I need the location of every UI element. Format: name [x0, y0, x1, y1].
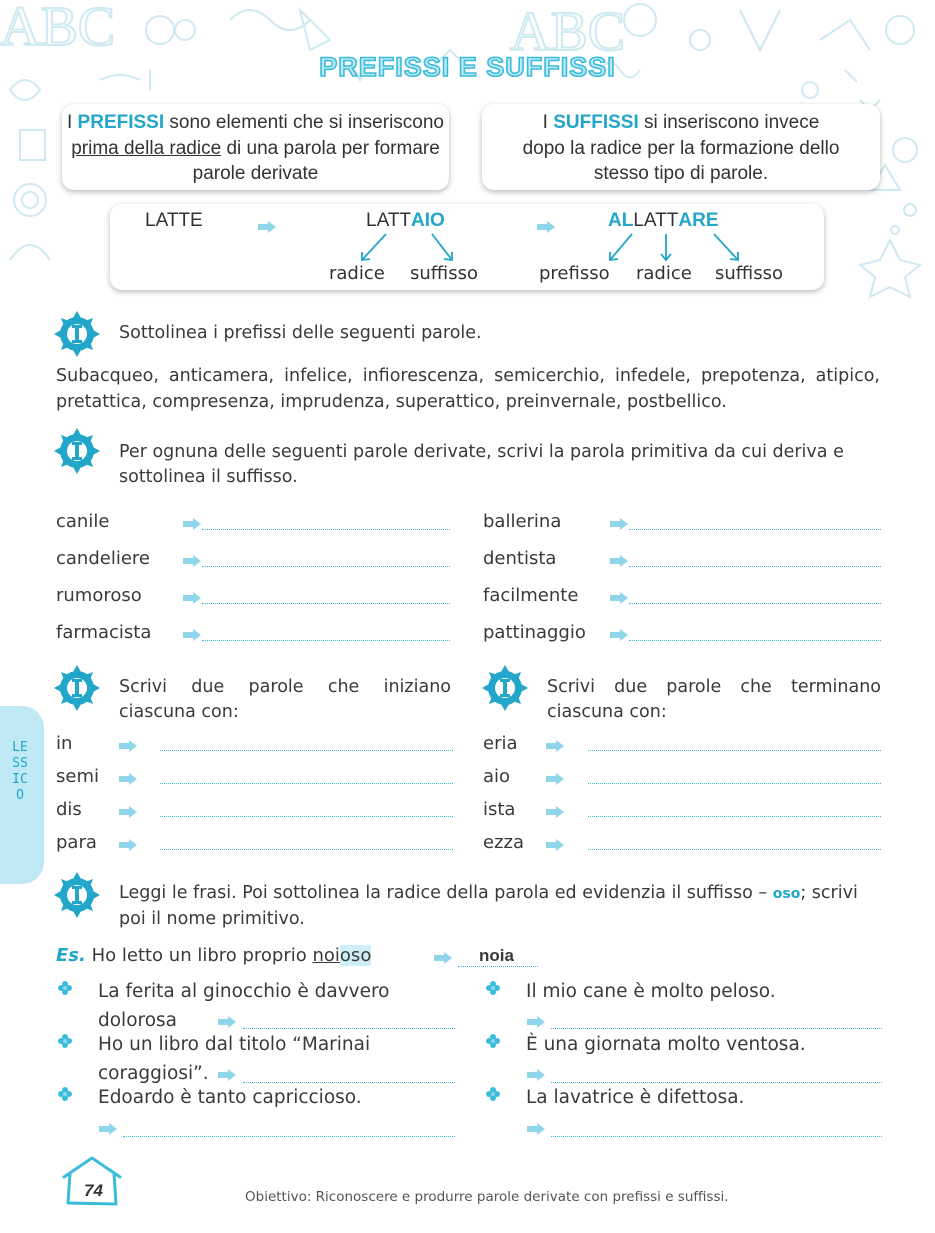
derived-word: canile — [56, 511, 110, 532]
label-radice: radice — [329, 263, 385, 284]
prefix-item: dis — [56, 799, 82, 820]
example-word-latte: LATTE — [145, 210, 203, 231]
flower-bullet-icon — [58, 1087, 72, 1101]
label-suffisso: suffisso — [410, 263, 478, 284]
label-suffisso: suffisso — [715, 263, 783, 284]
example-suffix-highlight: oso — [339, 945, 372, 966]
answer-line[interactable] — [243, 1028, 455, 1029]
prefix-item: para — [56, 832, 97, 853]
exercise-sun-badge-icon — [54, 311, 100, 357]
right-arrow-icon — [546, 839, 564, 851]
ex5-instruction-suffix: oso — [772, 886, 801, 902]
answer-line[interactable] — [202, 640, 450, 641]
prefix-text-2: sono elementi che si inseriscono — [164, 112, 444, 133]
flower-bullet-icon — [58, 981, 72, 995]
ex5-instruction-b: ; scrivi poi il nome primitivo. — [119, 883, 858, 929]
derived-word: ballerina — [483, 511, 562, 532]
footer-objective: Obiettivo: Riconoscere e produrre parole derivate con prefissi e suffissi. — [245, 1189, 729, 1205]
right-arrow-icon — [99, 1123, 117, 1135]
sentence-text: Il mio cane è molto peloso. — [526, 981, 776, 1002]
right-arrow-icon — [119, 740, 137, 752]
answer-line[interactable] — [588, 750, 881, 751]
right-arrow-icon — [610, 592, 628, 604]
example-label: Es. — [56, 945, 86, 966]
sentence-text: Ho un libro dal titolo “Marinai coraggiosi”. — [98, 1034, 371, 1084]
sentence-text: La ferita al ginocchio è davvero dolorosa — [98, 981, 390, 1031]
answer-line[interactable] — [202, 529, 450, 530]
exercise-sun-badge-icon — [54, 872, 100, 918]
right-arrow-icon — [546, 773, 564, 785]
suffix-item: aio — [483, 766, 511, 787]
right-arrow-icon — [119, 806, 137, 818]
right-arrow-icon — [119, 773, 137, 785]
flower-bullet-icon — [486, 1034, 500, 1048]
answer-line[interactable] — [588, 849, 881, 850]
right-arrow-icon — [527, 1069, 545, 1081]
answer-line[interactable] — [629, 603, 881, 604]
answer-line[interactable] — [629, 529, 881, 530]
answer-line[interactable] — [629, 640, 881, 641]
derived-word: farmacista — [56, 622, 152, 643]
exercise-sun-badge-icon — [54, 665, 100, 711]
label-radice: radice — [636, 263, 692, 284]
answer-line[interactable] — [588, 783, 881, 784]
page-title: PREFISSI E SUFFISSI — [319, 52, 616, 82]
label-prefisso: prefisso — [539, 263, 610, 284]
right-arrow-icon — [610, 629, 628, 641]
right-arrow-icon — [546, 740, 564, 752]
prefix-keyword: PREFISSI — [77, 112, 165, 133]
ex5-instruction-a: Leggi le frasi. Poi sottolinea la radice della parola ed evidenzia il suffisso – — [119, 883, 773, 903]
suffix-item: eria — [483, 733, 518, 754]
allattare-suffix: ARE — [678, 210, 719, 231]
flower-bullet-icon — [58, 1034, 72, 1048]
answer-line[interactable] — [160, 849, 453, 850]
derived-word: rumoroso — [56, 585, 142, 606]
example-answer: noia — [479, 946, 514, 965]
answer-line[interactable] — [202, 603, 450, 604]
prefix-item: semi — [56, 766, 99, 787]
page-number: 74 — [84, 1181, 103, 1200]
example-root: noi — [312, 945, 340, 966]
right-arrow-icon — [546, 806, 564, 818]
derived-word: candeliere — [56, 548, 150, 569]
answer-line[interactable] — [588, 816, 881, 817]
suffix-item: ezza — [483, 832, 525, 853]
right-arrow-icon — [527, 1016, 545, 1028]
allattare-prefix: AL — [608, 210, 634, 231]
example-answer-line — [458, 966, 538, 967]
derived-word: dentista — [483, 548, 557, 569]
suffix-text-1: I — [542, 112, 554, 133]
derived-word: facilmente — [483, 585, 579, 606]
exercise-4-instruction: Scrivi due parole che terminano ciascuna con: — [547, 677, 881, 722]
prefix-item: in — [56, 733, 73, 754]
sentence-text: È una giornata molto ventosa. — [526, 1034, 806, 1055]
lattaio-root: LATT — [366, 210, 412, 231]
right-arrow-icon — [183, 555, 201, 567]
derived-word: pattinaggio — [483, 622, 586, 643]
exercise-5-instruction — [119, 881, 884, 932]
suffix-item: ista — [483, 799, 516, 820]
answer-line[interactable] — [551, 1136, 882, 1137]
lattaio-suffix: AIO — [411, 210, 445, 231]
example-text: Ho letto un libro proprio — [91, 945, 313, 966]
answer-line[interactable] — [160, 783, 453, 784]
right-arrow-icon — [218, 1069, 236, 1081]
prefix-text-3: di una parola per formare parole derivate — [192, 137, 440, 184]
example-pointer-arrows — [0, 0, 935, 300]
sentence-text: Edoardo è tanto capriccioso. — [98, 1087, 362, 1108]
exercise-sun-badge-icon — [482, 665, 528, 711]
exercise-2-instruction: Per ognuna delle seguenti parole derivate, scrivi la parola primitiva da cui deriva e sottolinea il suffisso. — [119, 442, 844, 487]
svg-text:ABC: ABC — [510, 1, 626, 63]
answer-line[interactable] — [123, 1136, 455, 1137]
right-arrow-icon — [610, 518, 628, 530]
right-arrow-icon — [527, 1123, 545, 1135]
right-arrow-icon — [183, 592, 201, 604]
answer-line[interactable] — [629, 566, 881, 567]
answer-line[interactable] — [160, 750, 453, 751]
right-arrow-icon — [119, 839, 137, 851]
allattare-root: LATT — [633, 210, 679, 231]
right-arrow-icon — [183, 518, 201, 530]
right-arrow-icon — [183, 629, 201, 641]
flower-bullet-icon — [486, 981, 500, 995]
prefix-underlined-text: prima della radice — [71, 137, 222, 159]
svg-text:ABC: ABC — [0, 0, 116, 58]
exercise-1-instruction: Sottolinea i prefissi delle seguenti parole. — [119, 323, 482, 343]
right-arrow-icon — [434, 952, 452, 964]
example-sentence — [56, 945, 371, 966]
answer-line[interactable] — [551, 1028, 882, 1029]
answer-line[interactable] — [160, 816, 453, 817]
prefix-text-1: I — [66, 112, 78, 133]
suffix-text-2: si inseriscono invece dopo la radice per la formazione dello stesso tipo di parole. — [522, 112, 840, 184]
flower-bullet-icon — [486, 1087, 500, 1101]
answer-line[interactable] — [202, 566, 450, 567]
exercise-3-instruction: Scrivi due parole che iniziano ciascuna con: — [119, 677, 451, 722]
side-section-label: LESSICO — [12, 740, 28, 803]
exercise-1-word-list: Subacqueo, anticamera, infelice, infiorescenza, semicerchio, infedele, prepotenza, atipico, pretattica, compresenza, imprudenza, superattico, preinvernale, postbellico. — [56, 366, 880, 412]
sentence-text: La lavatrice è difettosa. — [526, 1087, 745, 1108]
suffix-keyword: SUFFISSI — [553, 112, 639, 133]
exercise-sun-badge-icon — [54, 428, 100, 474]
right-arrow-icon — [610, 555, 628, 567]
right-arrow-icon — [218, 1016, 236, 1028]
